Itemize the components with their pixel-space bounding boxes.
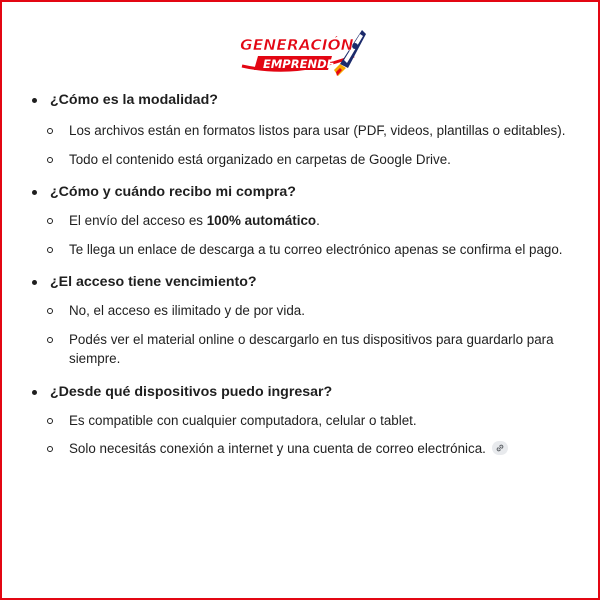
faq-answer	[69, 211, 569, 231]
logo-line-1: GENERACIÓN	[240, 36, 354, 54]
faq-question: ¿Cómo es la modalidad?	[29, 90, 569, 110]
circle-bullet-icon	[47, 247, 53, 253]
faq-question: ¿El acceso tiene vencimiento?	[29, 272, 569, 292]
faq-answer-text-end: .	[316, 213, 320, 228]
faq-answer-text: Los archivos están en formatos listos para usar (PDF, videos, plantillas o editables).	[69, 123, 566, 138]
faq-question: ¿Cómo y cuándo recibo mi compra?	[29, 182, 569, 202]
faq-answer-bold: 100% automático	[206, 213, 317, 228]
faq-answer-text: Todo el contenido está organizado en carpetas de Google Drive.	[69, 151, 451, 167]
faq-answer	[69, 330, 569, 369]
circle-bullet-icon	[47, 128, 53, 134]
logo-line-2: EMPRENDE	[263, 57, 335, 71]
circle-bullet-icon	[47, 446, 53, 452]
faq-answer-text: Es compatible con cualquier computadora, celular o tablet.	[69, 412, 417, 428]
logo-graphic	[236, 26, 370, 78]
faq-answer-text: Te llega un enlace de descarga a tu correo electrónico apenas se confirma el pago.	[69, 241, 563, 257]
link-icon[interactable]	[492, 441, 508, 455]
faq-answer-text: El envío del acceso es	[69, 213, 207, 228]
faq-answer-text: Podés ver el material online o descargarlo en tus dispositivos para guardarlo para siempre.	[69, 331, 554, 366]
faq-answer	[69, 411, 569, 431]
faq-answer	[69, 240, 569, 260]
faq-answer	[69, 439, 569, 459]
faq-answer-text: Solo necesitás conexión a internet y una cuenta de correo electrónica.	[69, 441, 486, 456]
brand-logo	[236, 26, 370, 78]
faq-answer-text: No, el acceso es ilimitado y de por vida.	[69, 303, 305, 318]
circle-bullet-icon	[47, 418, 53, 424]
circle-bullet-icon	[47, 218, 53, 224]
circle-bullet-icon	[47, 308, 53, 314]
faq-question: ¿Desde qué dispositivos puedo ingresar?	[29, 382, 569, 402]
circle-bullet-icon	[47, 337, 53, 343]
faq-answer	[69, 150, 569, 170]
circle-bullet-icon	[47, 157, 53, 163]
faq-answer	[69, 301, 569, 321]
faq-answer	[69, 121, 569, 141]
faq-list	[29, 90, 569, 459]
